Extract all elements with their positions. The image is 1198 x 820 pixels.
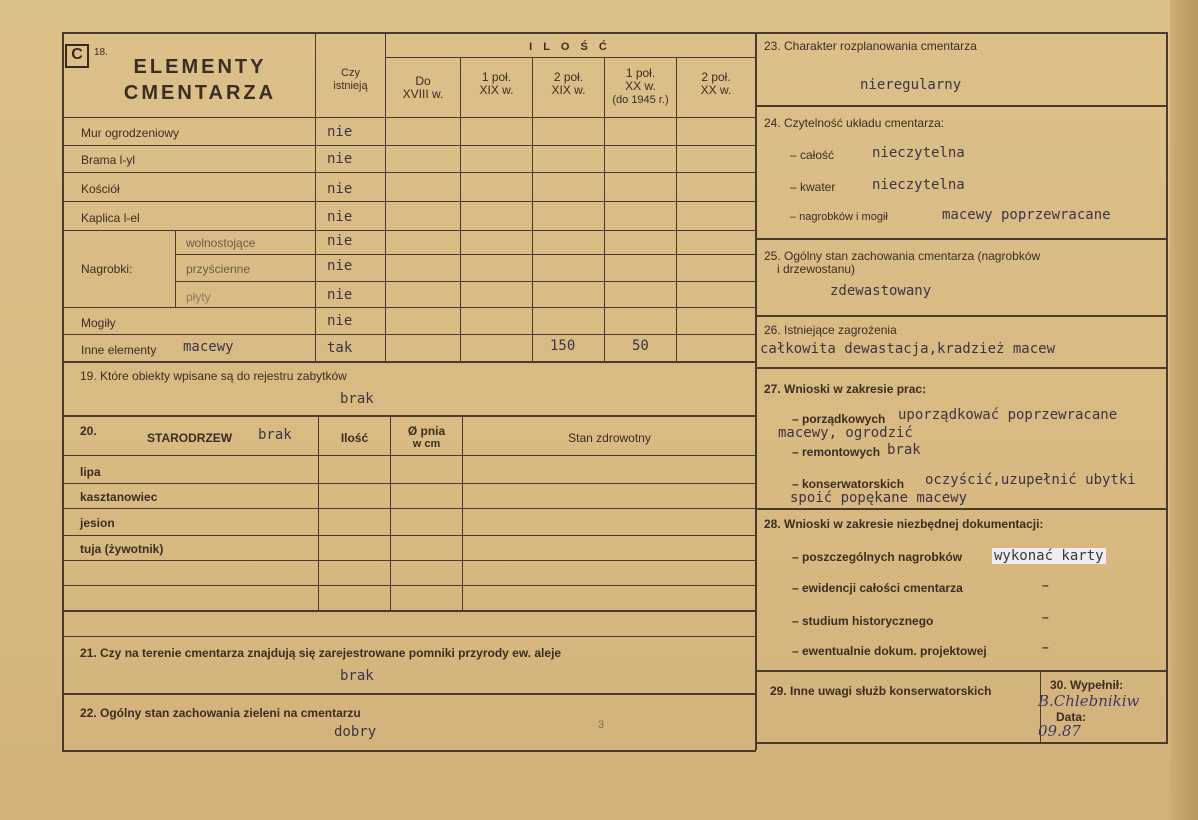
s24-nagrobkow-label: – nagrobków i mogił: [790, 211, 888, 223]
s18-hline: [62, 334, 756, 335]
s20-col-pnia-l2: w cm: [412, 438, 441, 450]
row-exists-wolnostojace: nie: [327, 233, 353, 249]
s20-col-qty: Ilość: [340, 431, 369, 445]
s21-value: brak: [340, 668, 374, 684]
section-letter-box: C: [65, 44, 89, 68]
s20-bottom: [62, 610, 756, 612]
s28-item3-value: –: [1042, 610, 1049, 624]
row-label-mur: Mur ogrodzeniowy: [81, 126, 180, 140]
s23-bottom: [756, 105, 1168, 107]
s18-hline: [175, 254, 756, 255]
s30-label-filled: 30. Wypełnił:: [1050, 678, 1124, 692]
col-1xx-l2: XX w.: [625, 79, 656, 93]
row-exists-mur: nie: [327, 124, 353, 140]
col-1xix-l2: XIX w.: [479, 83, 514, 97]
s19-bottom: [62, 415, 756, 417]
s18-number: 18.: [94, 47, 108, 58]
s24-label: 24. Czytelność układu cmentarza:: [764, 116, 945, 130]
s25-label-l2: i drzewostanu): [777, 262, 856, 276]
row-label-kaplica: Kaplica l-el: [81, 211, 140, 225]
frame-bottom-right: [756, 742, 1168, 744]
s19-label: 19. Które obiekty wpisane są do rejestru zabytków: [80, 369, 347, 383]
s18-title-line1: ELEMENTY: [133, 56, 267, 78]
col-1xix-l1: 1 poł.: [481, 70, 512, 84]
s20-hline: [62, 535, 756, 536]
s18-vline-3: [532, 57, 533, 362]
frame-left: [62, 32, 64, 750]
s20-hline: [62, 508, 756, 509]
col-xviii-l2: XVIII w.: [402, 87, 444, 101]
s21-bottom: [62, 693, 756, 695]
s27-porz-value-l1: uporządkować poprzewracane: [898, 407, 1118, 423]
col-xviii-l1: Do: [415, 74, 431, 88]
row-label-plyty: płyty: [186, 290, 211, 304]
s27-remont-label: – remontowych: [792, 445, 881, 459]
s20-header-bottom: [62, 455, 756, 456]
row-label-mogily: Mogiły: [81, 316, 116, 330]
row-label-brama: Brama l-yl: [81, 153, 136, 167]
frame-right: [1166, 32, 1168, 742]
tree-lipa: lipa: [80, 465, 101, 479]
row-exists-kaplica: nie: [327, 209, 353, 225]
s20-hline: [62, 560, 756, 561]
s28-item1-value: [992, 548, 1106, 564]
s27-porz-label: – porządkowych: [792, 412, 886, 426]
s26-value: całkowita dewastacja,kradzież macew: [760, 341, 1056, 357]
s24-kwater-value: nieczytelna: [872, 177, 965, 193]
tree-tuja: tuja (żywotnik): [80, 542, 164, 556]
s27-remont-value: brak: [887, 442, 921, 458]
col-2xx-l1: 2 poł.: [701, 70, 731, 84]
frame-top: [62, 32, 1168, 34]
s25-bottom: [756, 315, 1168, 317]
s18-title-line2: CMENTARZA: [123, 82, 277, 104]
s20-hline: [62, 585, 756, 586]
s27-bottom: [756, 508, 1168, 510]
card-edge: [1170, 0, 1198, 820]
col-2xx-l2: XX w.: [700, 83, 732, 97]
tree-kasztanowiec: kasztanowiec: [80, 490, 158, 504]
row-exists-inne: tak: [327, 340, 353, 356]
s28-item2-value: –: [1042, 578, 1049, 592]
s18-hline: [62, 145, 756, 146]
s20-number: 20.: [80, 424, 97, 438]
row-inne-1xx: 50: [632, 338, 649, 354]
s30-signature: B.Chlebnikiw: [1038, 692, 1140, 710]
s28-item4-value: –: [1042, 640, 1049, 654]
s27-konserw-value-l1: oczyścić,uzupełnić ubytki: [925, 472, 1136, 488]
s20-hline: [62, 483, 756, 484]
s18-bottom: [62, 361, 756, 363]
s28-label: 28. Wnioski w zakresie niezbędnej dokumentacji:: [764, 517, 1044, 531]
row-label-kosciol: Kościół: [81, 182, 120, 196]
s25-label-l1: 25. Ogólny stan zachowania cmentarza (nagrobków: [764, 249, 1041, 263]
s24-kwater-label: – kwater: [790, 180, 836, 194]
s28-item4-label: – ewentualnie dokum. projektowej: [792, 644, 987, 658]
s18-qty-line: [385, 57, 755, 58]
col-exists-l1: Czy: [341, 67, 360, 79]
tree-jesion: jesion: [80, 516, 115, 530]
s18-vline-nagrobki: [175, 230, 176, 307]
col-1xx-l1: 1 poł.: [625, 66, 656, 80]
col-exists-l2: istnieją: [333, 80, 368, 92]
s26-bottom: [756, 367, 1168, 369]
s18-hline: [175, 281, 756, 282]
row-label-przyscienne: przyścienne: [186, 262, 251, 276]
s26-label: 26. Istniejące zagrożenia: [764, 323, 897, 337]
frame-bottom-left: [62, 750, 756, 752]
s22-value: dobry: [334, 724, 377, 740]
s20-title-value: brak: [258, 427, 292, 443]
s20-col-health: Stan zdrowotny: [568, 431, 651, 445]
row-exists-plyty: nie: [327, 287, 353, 303]
row-exists-mogily: nie: [327, 313, 353, 329]
s18-hline: [62, 172, 756, 173]
s21-top: [62, 636, 756, 637]
row-exists-kosciol: nie: [327, 181, 353, 197]
col-1xx-l3: (do 1945 r.): [612, 94, 669, 106]
s24-calosc-value: nieczytelna: [872, 145, 965, 161]
s28-item1-label: – poszczególnych nagrobków: [792, 550, 963, 564]
s18-vline-2: [460, 57, 461, 362]
s19-value: brak: [340, 391, 374, 407]
s24-nagrobkow-value: macewy poprzewracane: [942, 207, 1111, 223]
s24-bottom: [756, 238, 1168, 240]
s28-bottom: [756, 670, 1168, 672]
s23-value: nieregularny: [860, 77, 962, 93]
s27-konserw-value-l2: spoić popękane macewy: [790, 490, 968, 506]
col-2xix-l1: 2 poł.: [553, 70, 584, 84]
s28-item1-text: wykonać karty: [994, 548, 1104, 564]
row-inne-2xix: 150: [550, 338, 576, 354]
s23-label: 23. Charakter rozplanowania cmentarza: [764, 39, 977, 53]
column-divider: [755, 32, 757, 750]
row-exists-przyscienne: nie: [327, 258, 353, 274]
s20-title: STARODRZEW: [147, 431, 233, 445]
s18-hline: [62, 307, 756, 308]
s20-col-pnia-l1: Ø pnia: [407, 424, 446, 438]
row-value-inne: macewy: [183, 339, 234, 355]
s25-value: zdewastowany: [830, 283, 932, 299]
s28-item2-label: – ewidencji całości cmentarza: [792, 581, 963, 595]
s30-date: 09.87: [1038, 722, 1081, 740]
row-label-wolnostojace: wolnostojące: [186, 236, 256, 250]
s22-label: 22. Ogólny stan zachowania zieleni na cmentarzu: [80, 706, 361, 720]
s18-hline: [62, 230, 756, 231]
col-2xix-l2: XIX w.: [551, 83, 586, 97]
row-label-inne: Inne elementy: [81, 343, 157, 357]
s27-konserw-label: – konserwatorskich: [792, 477, 905, 491]
s18-header-bottom: [62, 117, 756, 118]
page-mark: 3: [598, 719, 605, 731]
s21-label: 21. Czy na terenie cmentarza znajdują się zarejestrowane pomniki przyrody ew. aleje: [80, 646, 562, 660]
row-label-nagrobki: Nagrobki:: [81, 262, 133, 276]
s18-hline: [62, 201, 756, 202]
s27-label: 27. Wnioski w zakresie prac:: [764, 382, 927, 396]
s30-label-date: Data:: [1056, 710, 1087, 724]
row-exists-brama: nie: [327, 151, 353, 167]
s24-calosc-label: – całość: [790, 148, 835, 162]
s28-item3-label: – studium historycznego: [792, 614, 934, 628]
s29-label: 29. Inne uwagi służb konserwatorskich: [770, 684, 992, 698]
s27-porz-value-l2: macewy, ogrodzić: [778, 425, 913, 441]
col-qty-header: I L O Ś Ć: [529, 41, 611, 53]
